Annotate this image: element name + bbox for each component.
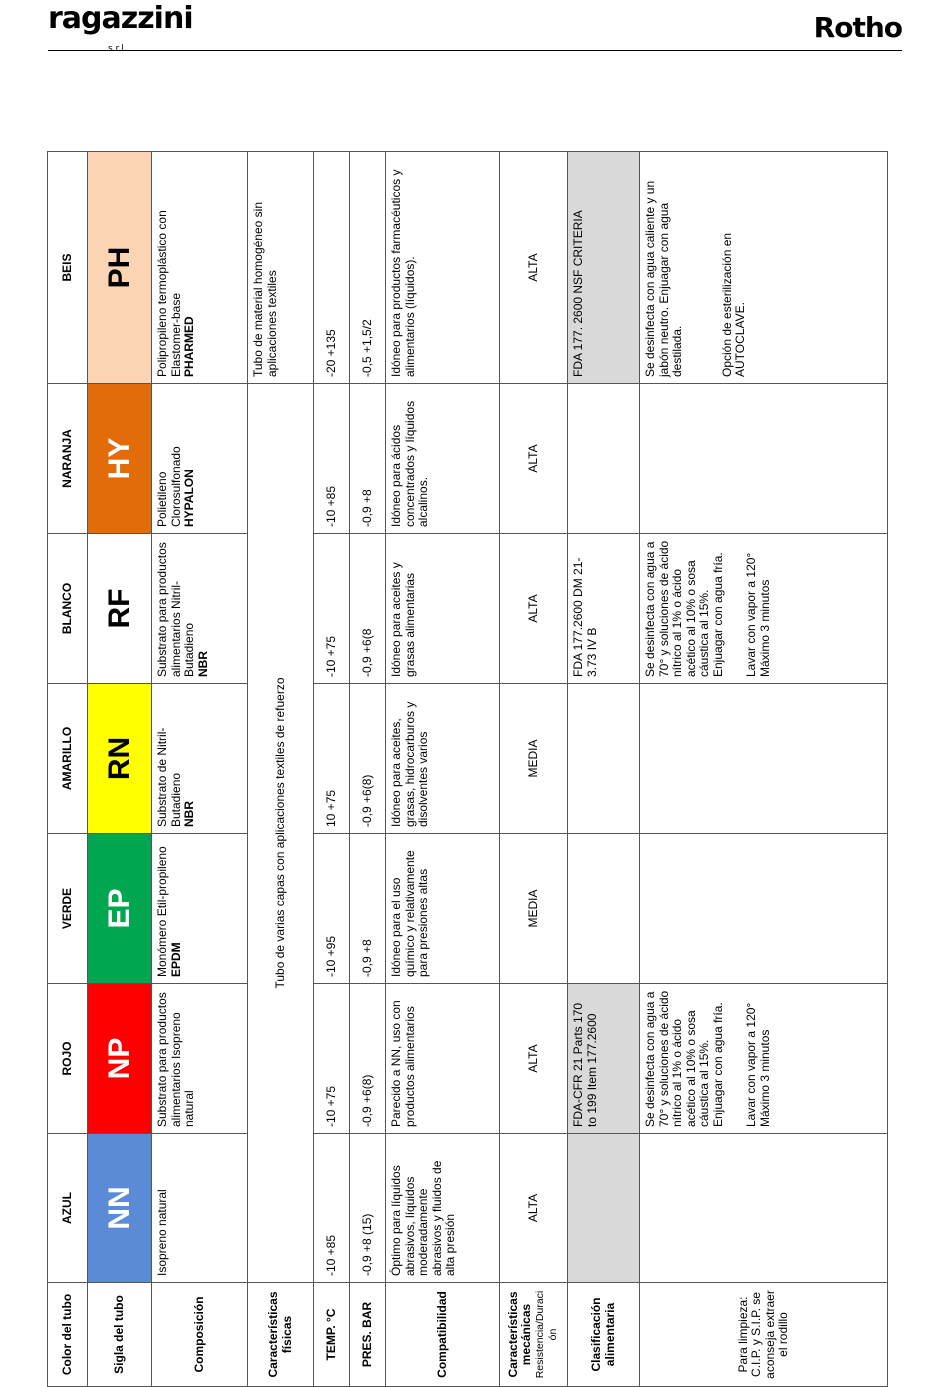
compat-rn: Idóneo para aceites, grasas, hidrocarburos y disolventes varios (386, 684, 500, 834)
header-divider (48, 50, 902, 51)
temp-np: -10 +75 (314, 984, 350, 1134)
limp-rf: Se desinfecta con agua a 70° y soluciones de ácido nítrico al 1% o ácido acético al 10% o sosa cáustica al 15%. Enjuagar con agua fría. Lavar con vapor a 120° Máximo 3 minutos (640, 534, 888, 684)
row-color (48, 152, 88, 1387)
row-mecanicas (500, 152, 568, 1387)
code-ph: PH (88, 152, 152, 384)
row-sigla (88, 152, 152, 1387)
compat-rf: Idóneo para aceites y grasas alimentarias (386, 534, 500, 684)
clasif-rf: FDA 177.2600 DM 21-3.73 IV B (568, 534, 640, 684)
label-pres: PRES. BAR (350, 1283, 386, 1387)
pres-np: -0,9 +6(8) (350, 984, 386, 1134)
row-clasif (568, 152, 640, 1387)
mec-hy: ALTA (500, 384, 568, 534)
compat-nn: Óptimo para líquidos abrasivos, líquidos moderadamente abrasivos y fluidos de alta presión (386, 1134, 500, 1283)
compat-ep: Idóneo para el uso químico y relativamente para presiones altas (386, 834, 500, 984)
shared-fisicas: Tubo de varias capas con aplicaciones textiles de refuerzo (248, 384, 314, 1283)
limp-ph: Se desinfecta con agua caliente y un jabón neutro. Enjuagar con agua destilada. Opción de esterilización en AUTOCLAVE. (640, 152, 888, 384)
color-rojo: ROJO (48, 984, 88, 1134)
clasif-ep (568, 834, 640, 984)
temp-ph: -20 +135 (314, 152, 350, 384)
ragazzini-logo: ragazzini s.r.l. (48, 4, 193, 34)
temp-hy: -10 +85 (314, 384, 350, 534)
row-limpieza (640, 152, 888, 1387)
page-header (0, 0, 950, 60)
comp-rf: Substrato para productos alimentarios Nitril-Butadieno NBR (152, 534, 248, 684)
code-ep: EP (88, 834, 152, 984)
temp-rf: -10 +75 (314, 534, 350, 684)
temp-nn: -10 +85 (314, 1134, 350, 1283)
limp-hy (640, 384, 888, 534)
logo-srl: s.r.l. (108, 44, 127, 54)
comp-ep: Monómero Etil-propileno EPDM (152, 834, 248, 984)
row-pres (350, 152, 386, 1387)
row-compat (386, 152, 500, 1387)
color-amarillo: AMARILLO (48, 684, 88, 834)
temp-rn: 10 +75 (314, 684, 350, 834)
clasif-nn (568, 1134, 640, 1283)
rotho-logo: Rotho (813, 11, 902, 44)
mec-rn: MEDIA (500, 684, 568, 834)
code-rn: RN (88, 684, 152, 834)
color-verde: VERDE (48, 834, 88, 984)
tube-table (47, 152, 887, 1387)
compat-np: Parecido a NN, uso con productos alimentarios (386, 984, 500, 1134)
label-sigla: Sigla del tubo (88, 1283, 152, 1387)
limp-nn (640, 1134, 888, 1283)
label-clasif: Clasificación alimentaria (568, 1283, 640, 1387)
row-fisicas (248, 152, 314, 1387)
comp-ph: Polipropileno termoplástico con Elastomer-base PHARMED (152, 152, 248, 384)
temp-ep: -10 +95 (314, 834, 350, 984)
label-composicion: Composición (152, 1283, 248, 1387)
code-nn: NN (88, 1134, 152, 1283)
clasif-hy (568, 384, 640, 534)
pres-nn: -0,9 +8 (15) (350, 1134, 386, 1283)
color-azul: AZUL (48, 1134, 88, 1283)
label-compat: Compatibilidad (386, 1283, 500, 1387)
color-naranja: NARANJA (48, 384, 88, 534)
fisicas-ph: Tubo de material homogéneo sin aplicaciones textiles (248, 152, 314, 384)
comp-hy: Polietileno Clorosulfonado HYPALON (152, 384, 248, 534)
comp-rn: Substrato de Nitril-Butadieno NBR (152, 684, 248, 834)
compat-ph: Idóneo para productos farmacéuticos y alimentarios (líquidos). (386, 152, 500, 384)
compat-hy: Idóneo para ácidos concentrados y líquidos alcalinos. (386, 384, 500, 534)
color-beis: BEIS (48, 152, 88, 384)
row-composicion (152, 152, 248, 1387)
label-mecanicas: Características mecánicas Resistencia/Duración (500, 1283, 568, 1387)
clasif-ph: FDA 177. 2600 NSF CRITERIA (568, 152, 640, 384)
label-temp: TEMP. °C (314, 1283, 350, 1387)
limp-ep (640, 834, 888, 984)
limp-rn (640, 684, 888, 834)
mec-ph: ALTA (500, 152, 568, 384)
pres-hy: -0,9 +8 (350, 384, 386, 534)
tube-table-wrapper (47, 152, 887, 1387)
code-rf: RF (88, 534, 152, 684)
code-np: NP (88, 984, 152, 1134)
mec-np: ALTA (500, 984, 568, 1134)
code-hy: HY (88, 384, 152, 534)
pres-rf: -0,9 +6(8 (350, 534, 386, 684)
label-limpieza: Para limpieza: C.I.P. y S.I.P. se aconseja extraer el rodillo (640, 1283, 888, 1387)
pres-rn: -0,9 +6(8) (350, 684, 386, 834)
row-temp (314, 152, 350, 1387)
pres-ph: -0,5 +1,5/2 (350, 152, 386, 384)
label-color: Color del tubo (48, 1283, 88, 1387)
clasif-rn (568, 684, 640, 834)
mec-nn: ALTA (500, 1134, 568, 1283)
limp-np: Se desinfecta con agua a 70° y soluciones de ácido nítrico al 1% o ácido acético al 10% o sosa cáustica al 15%. Enjuagar con agua fría. Lavar con vapor a 120° Máximo 3 minutos (640, 984, 888, 1134)
clasif-np: FDA-CFR 21 Parts 170 to 199 Item 177.2600 (568, 984, 640, 1134)
mec-rf: ALTA (500, 534, 568, 684)
pres-ep: -0,9 +8 (350, 834, 386, 984)
mec-ep: MEDIA (500, 834, 568, 984)
comp-np: Substrato para productos alimentarios Isopreno natural (152, 984, 248, 1134)
comp-nn: Isopreno natural (152, 1134, 248, 1283)
color-blanco: BLANCO (48, 534, 88, 684)
label-fisicas: Características físicas (248, 1283, 314, 1387)
